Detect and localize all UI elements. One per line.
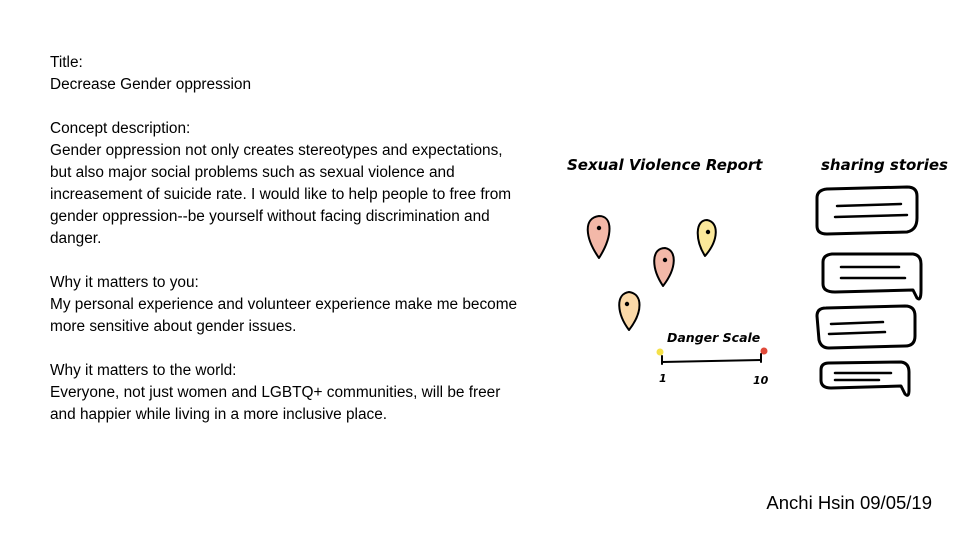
story-bubble-icon: [817, 187, 917, 234]
why-world-line: and happier while living in a more inclusive place.: [50, 406, 388, 423]
map-pin-icon: [619, 292, 639, 330]
concept-line: but also major social problems such as sexual violence and: [50, 164, 455, 181]
author-date: Anchi Hsin 09/05/19: [766, 492, 932, 513]
sexual-violence-report-label: Sexual Violence Report: [567, 156, 763, 174]
concept-line: Gender oppression not only creates stereotypes and expectations,: [50, 142, 503, 159]
why-world-label: Why it matters to the world:: [50, 362, 237, 379]
why-you-line: more sensitive about gender issues.: [50, 318, 297, 335]
map-pin-icon: [654, 248, 674, 286]
danger-scale-low-dot: [657, 349, 664, 356]
danger-scale-label: Danger Scale: [667, 330, 761, 345]
map-pin-icon: [588, 216, 610, 258]
title-label: Title:: [50, 54, 83, 71]
danger-scale-bar: [662, 360, 761, 362]
why-you-label: Why it matters to you:: [50, 274, 199, 291]
why-you-line: My personal experience and volunteer experience make me become: [50, 296, 518, 313]
text-block: [50, 52, 540, 426]
concept-line: gender oppression--be yourself without facing discrimination and: [50, 208, 490, 225]
why-world-line: Everyone, not just women and LGBTQ+ communities, will be freer: [50, 384, 501, 401]
story-bubble-icon: [823, 254, 921, 299]
title-value: Decrease Gender oppression: [50, 76, 252, 93]
story-bubble-icon: [821, 362, 909, 395]
sharing-stories-label: sharing stories: [821, 156, 948, 174]
danger-scale-high-label: 10: [753, 374, 769, 387]
map-pin-icon: [698, 220, 716, 256]
story-bubble-icon: [817, 306, 915, 348]
concept-line: danger.: [50, 230, 102, 247]
concept-label: Concept description:: [50, 120, 191, 137]
concept-line: increasement of suicide rate. I would like to help people to free from: [50, 186, 512, 203]
concept-sketch: [555, 140, 955, 410]
danger-scale-low-label: 1: [659, 372, 667, 385]
